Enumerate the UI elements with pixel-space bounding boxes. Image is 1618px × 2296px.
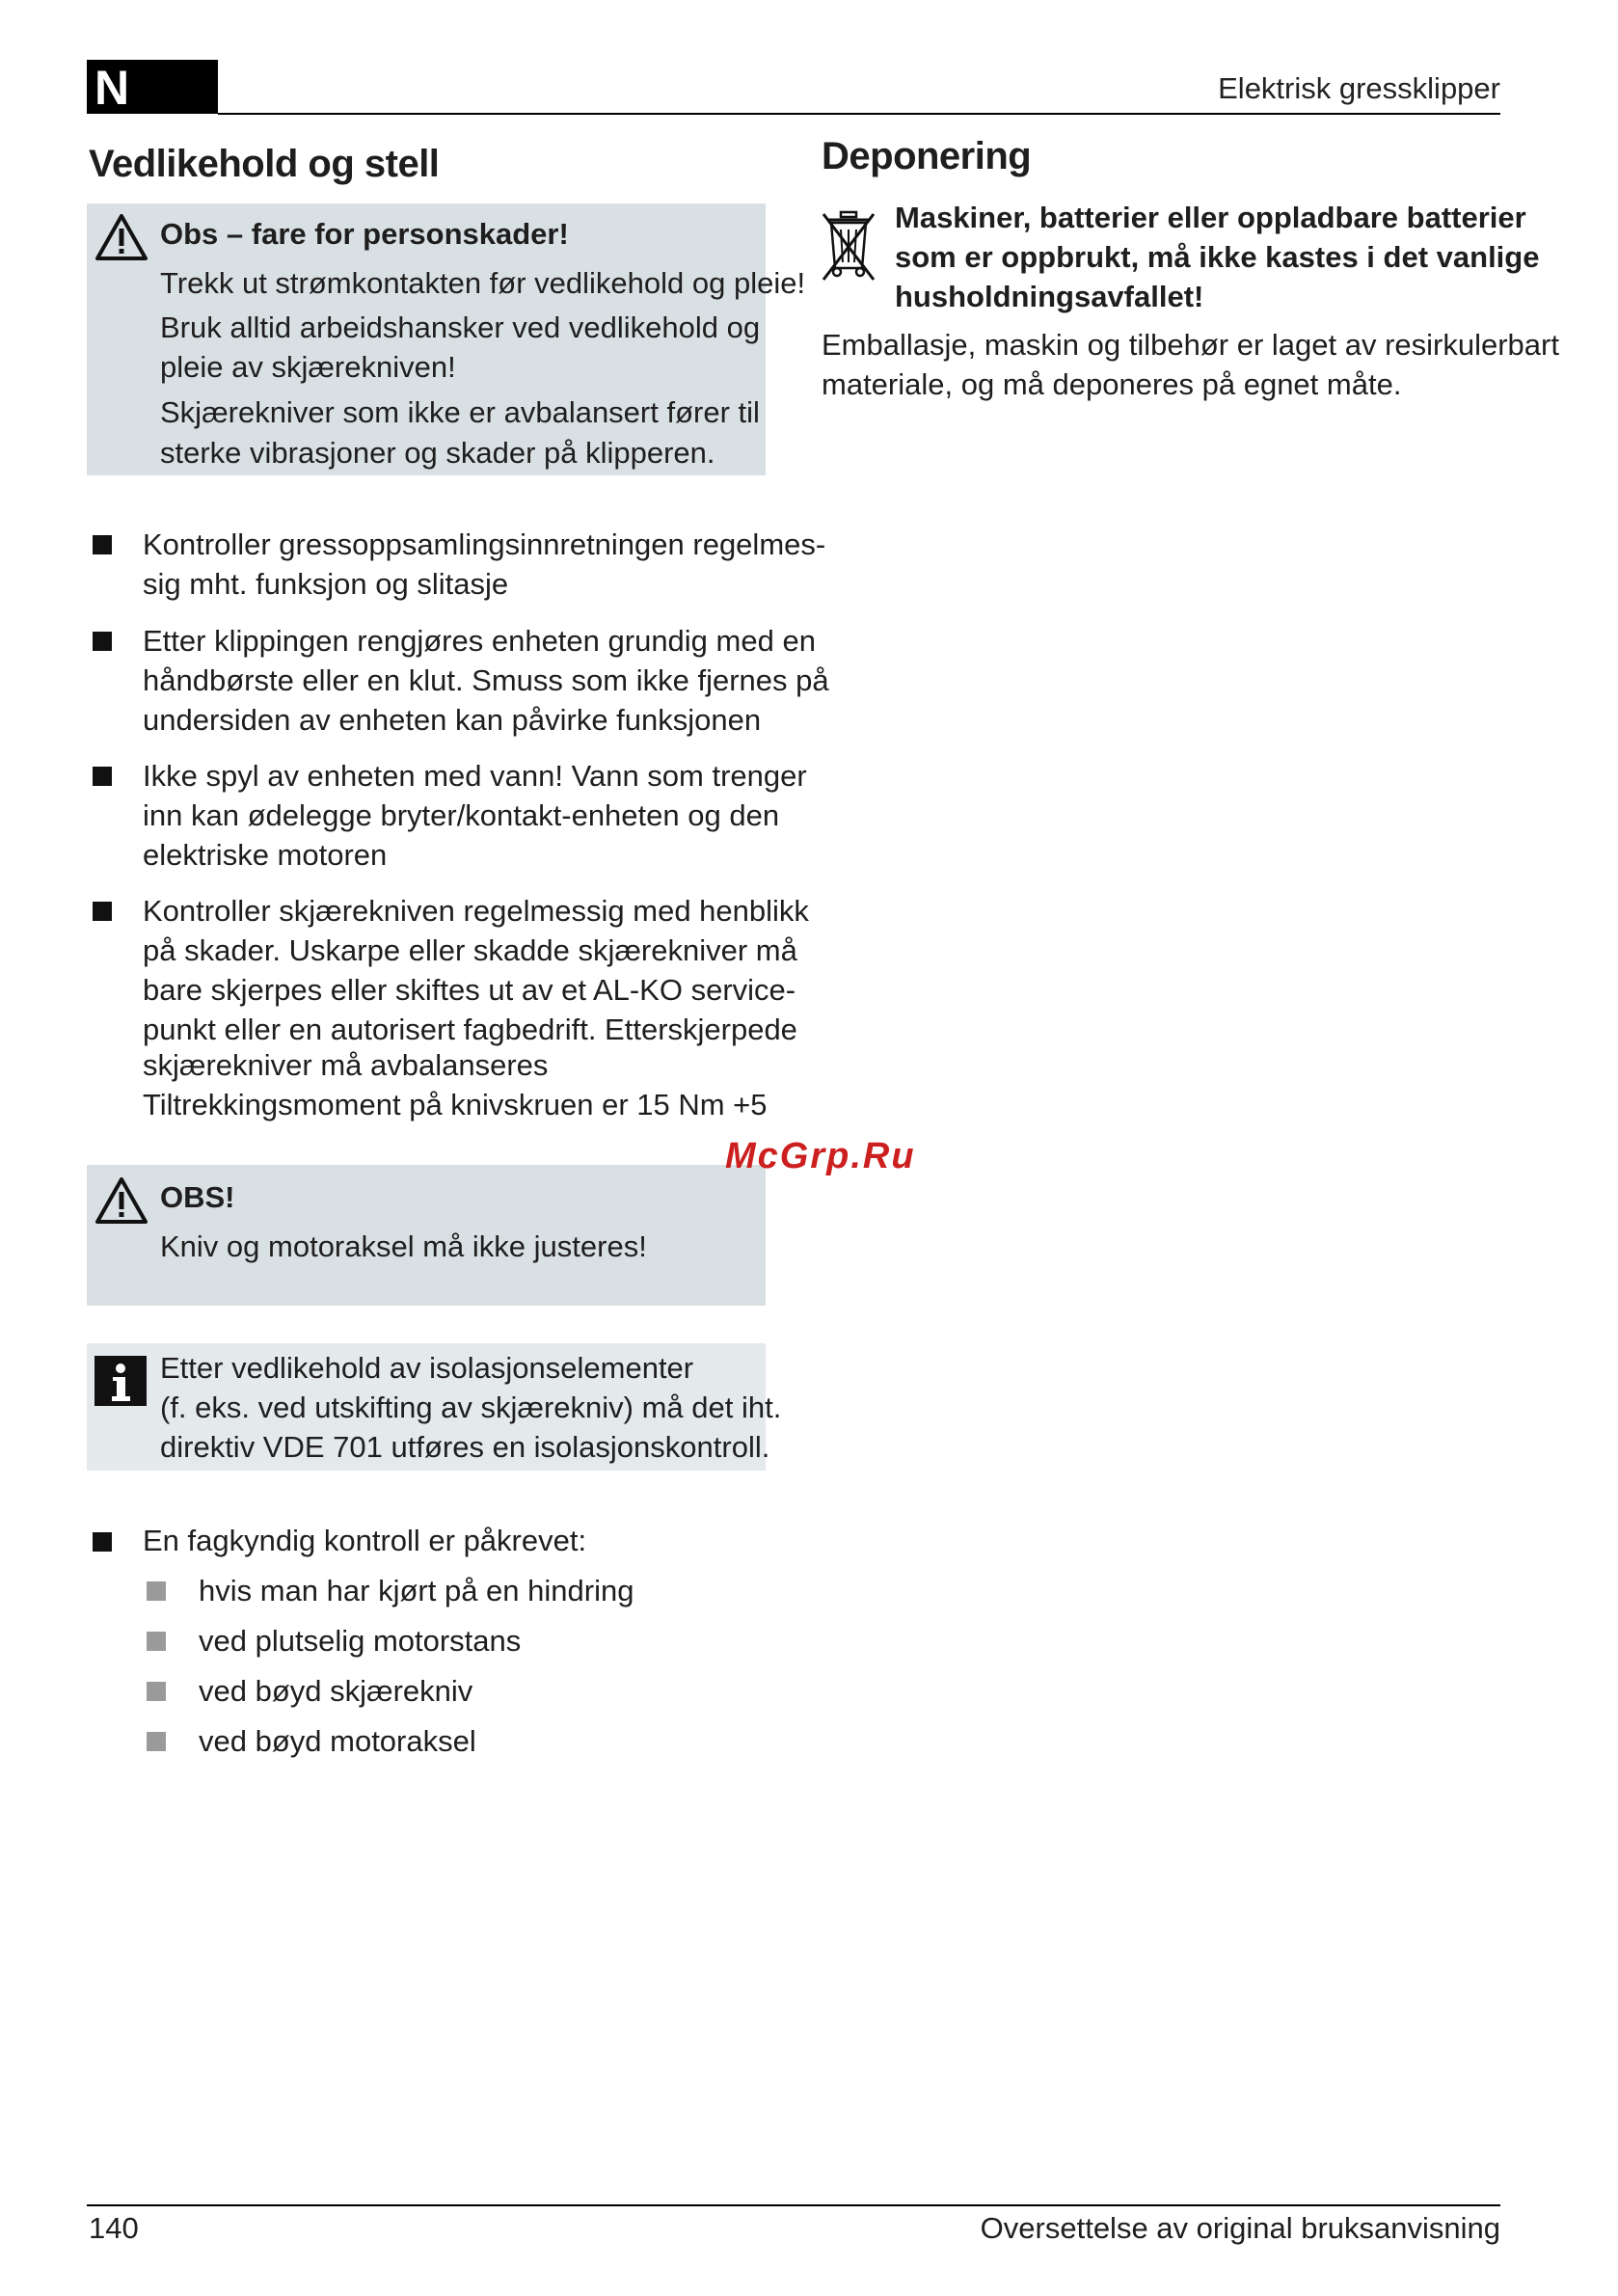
subbullet-marker bbox=[147, 1732, 166, 1751]
list-item-line: undersiden av enheten kan påvirke funksjonen bbox=[143, 703, 762, 737]
inspection-item: ved bøyd skjærekniv bbox=[199, 1674, 473, 1708]
maintenance-heading: Vedlikehold og stell bbox=[89, 143, 440, 185]
list-item-line: bare skjerpes eller skiftes ut av et AL-KO service- bbox=[143, 973, 796, 1007]
list-item-line: inn kan ødelegge bryter/kontakt-enheten og den bbox=[143, 798, 780, 832]
warning-box-line: pleie av skjærekniven! bbox=[160, 350, 456, 384]
header-rule bbox=[218, 113, 1500, 115]
bullet-marker bbox=[93, 1532, 112, 1552]
list-item-line: elektriske motoren bbox=[143, 838, 388, 872]
warning-box-line: Bruk alltid arbeidshansker ved vedlikehold og bbox=[160, 311, 761, 344]
warning-box-line: Skjærekniver som ikke er avbalansert fører til bbox=[160, 395, 760, 429]
list-item-line: Etter klippingen rengjøres enheten grundig med en bbox=[143, 624, 816, 658]
disposal-text-line: materiale, og må deponeres på egnet måte. bbox=[822, 367, 1402, 401]
list-item-line: Kontroller gressoppsamlingsinnretningen regelmes- bbox=[143, 527, 826, 561]
warning-box-line: sterke vibrasjoner og skader på klipperen. bbox=[160, 436, 715, 470]
inspection-item: ved bøyd motoraksel bbox=[199, 1724, 476, 1758]
info-box-line: (f. eks. ved utskifting av skjærekniv) må det iht. bbox=[160, 1391, 782, 1424]
subbullet-marker bbox=[147, 1581, 166, 1601]
subbullet-marker bbox=[147, 1682, 166, 1701]
list-item-line: på skader. Uskarpe eller skadde skjærekniver må bbox=[143, 933, 797, 967]
list-item-line: sig mht. funksjon og slitasje bbox=[143, 567, 509, 601]
obs-box-title: OBS! bbox=[160, 1180, 235, 1214]
disposal-text-line: Emballasje, maskin og tilbehør er laget av resirkulerbart bbox=[822, 328, 1559, 362]
language-code: N bbox=[94, 61, 130, 115]
disposal-warning-line: som er oppbrukt, må ikke kastes i det vanlige bbox=[895, 240, 1540, 274]
disposal-warning-line: husholdningsavfallet! bbox=[895, 280, 1204, 313]
watermark: McGrp.Ru bbox=[725, 1136, 916, 1176]
warning-box-line: Trekk ut strømkontakten før vedlikehold og pleie! bbox=[160, 266, 806, 300]
list-item-line: punkt eller en autorisert fagbedrift. Etterskjerpede bbox=[143, 1013, 797, 1046]
bullet-marker bbox=[93, 767, 112, 786]
info-icon bbox=[93, 1354, 148, 1408]
inspection-intro: En fagkyndig kontroll er påkrevet: bbox=[143, 1524, 587, 1557]
warning-triangle-icon bbox=[94, 1175, 148, 1226]
warning-box-title: Obs – fare for personskader! bbox=[160, 217, 569, 251]
inspection-item: ved plutselig motorstans bbox=[199, 1624, 522, 1658]
footer-rule bbox=[87, 2204, 1500, 2206]
obs-box-line: Kniv og motoraksel må ikke justeres! bbox=[160, 1229, 647, 1263]
list-item-line: Kontroller skjærekniven regelmessig med henblikk bbox=[143, 894, 809, 928]
page-number: 140 bbox=[89, 2211, 139, 2245]
list-item-line: skjærekniver må avbalanseres bbox=[143, 1048, 549, 1082]
bullet-marker bbox=[93, 902, 112, 921]
subbullet-marker bbox=[147, 1632, 166, 1651]
crossed-out-bin-icon bbox=[820, 208, 877, 284]
bullet-marker bbox=[93, 535, 112, 554]
warning-triangle-icon bbox=[94, 212, 148, 262]
list-item-line: Ikke spyl av enheten med vann! Vann som trenger bbox=[143, 759, 807, 793]
disposal-heading: Deponering bbox=[822, 135, 1032, 177]
info-box-line: direktiv VDE 701 utføres en isolasjonskontroll. bbox=[160, 1430, 770, 1464]
document-title: Elektrisk gressklipper bbox=[1218, 71, 1500, 105]
inspection-item: hvis man har kjørt på en hindring bbox=[199, 1574, 634, 1607]
torque-spec-line: Tiltrekkingsmoment på knivskruen er 15 Nm +5 bbox=[143, 1088, 768, 1121]
list-item-line: håndbørste eller en klut. Smuss som ikke fjernes på bbox=[143, 663, 829, 697]
info-box-line: Etter vedlikehold av isolasjonselementer bbox=[160, 1351, 694, 1385]
bullet-marker bbox=[93, 632, 112, 651]
footer-text: Oversettelse av original bruksanvisning bbox=[980, 2211, 1500, 2245]
disposal-warning-line: Maskiner, batterier eller oppladbare batterier bbox=[895, 201, 1526, 234]
